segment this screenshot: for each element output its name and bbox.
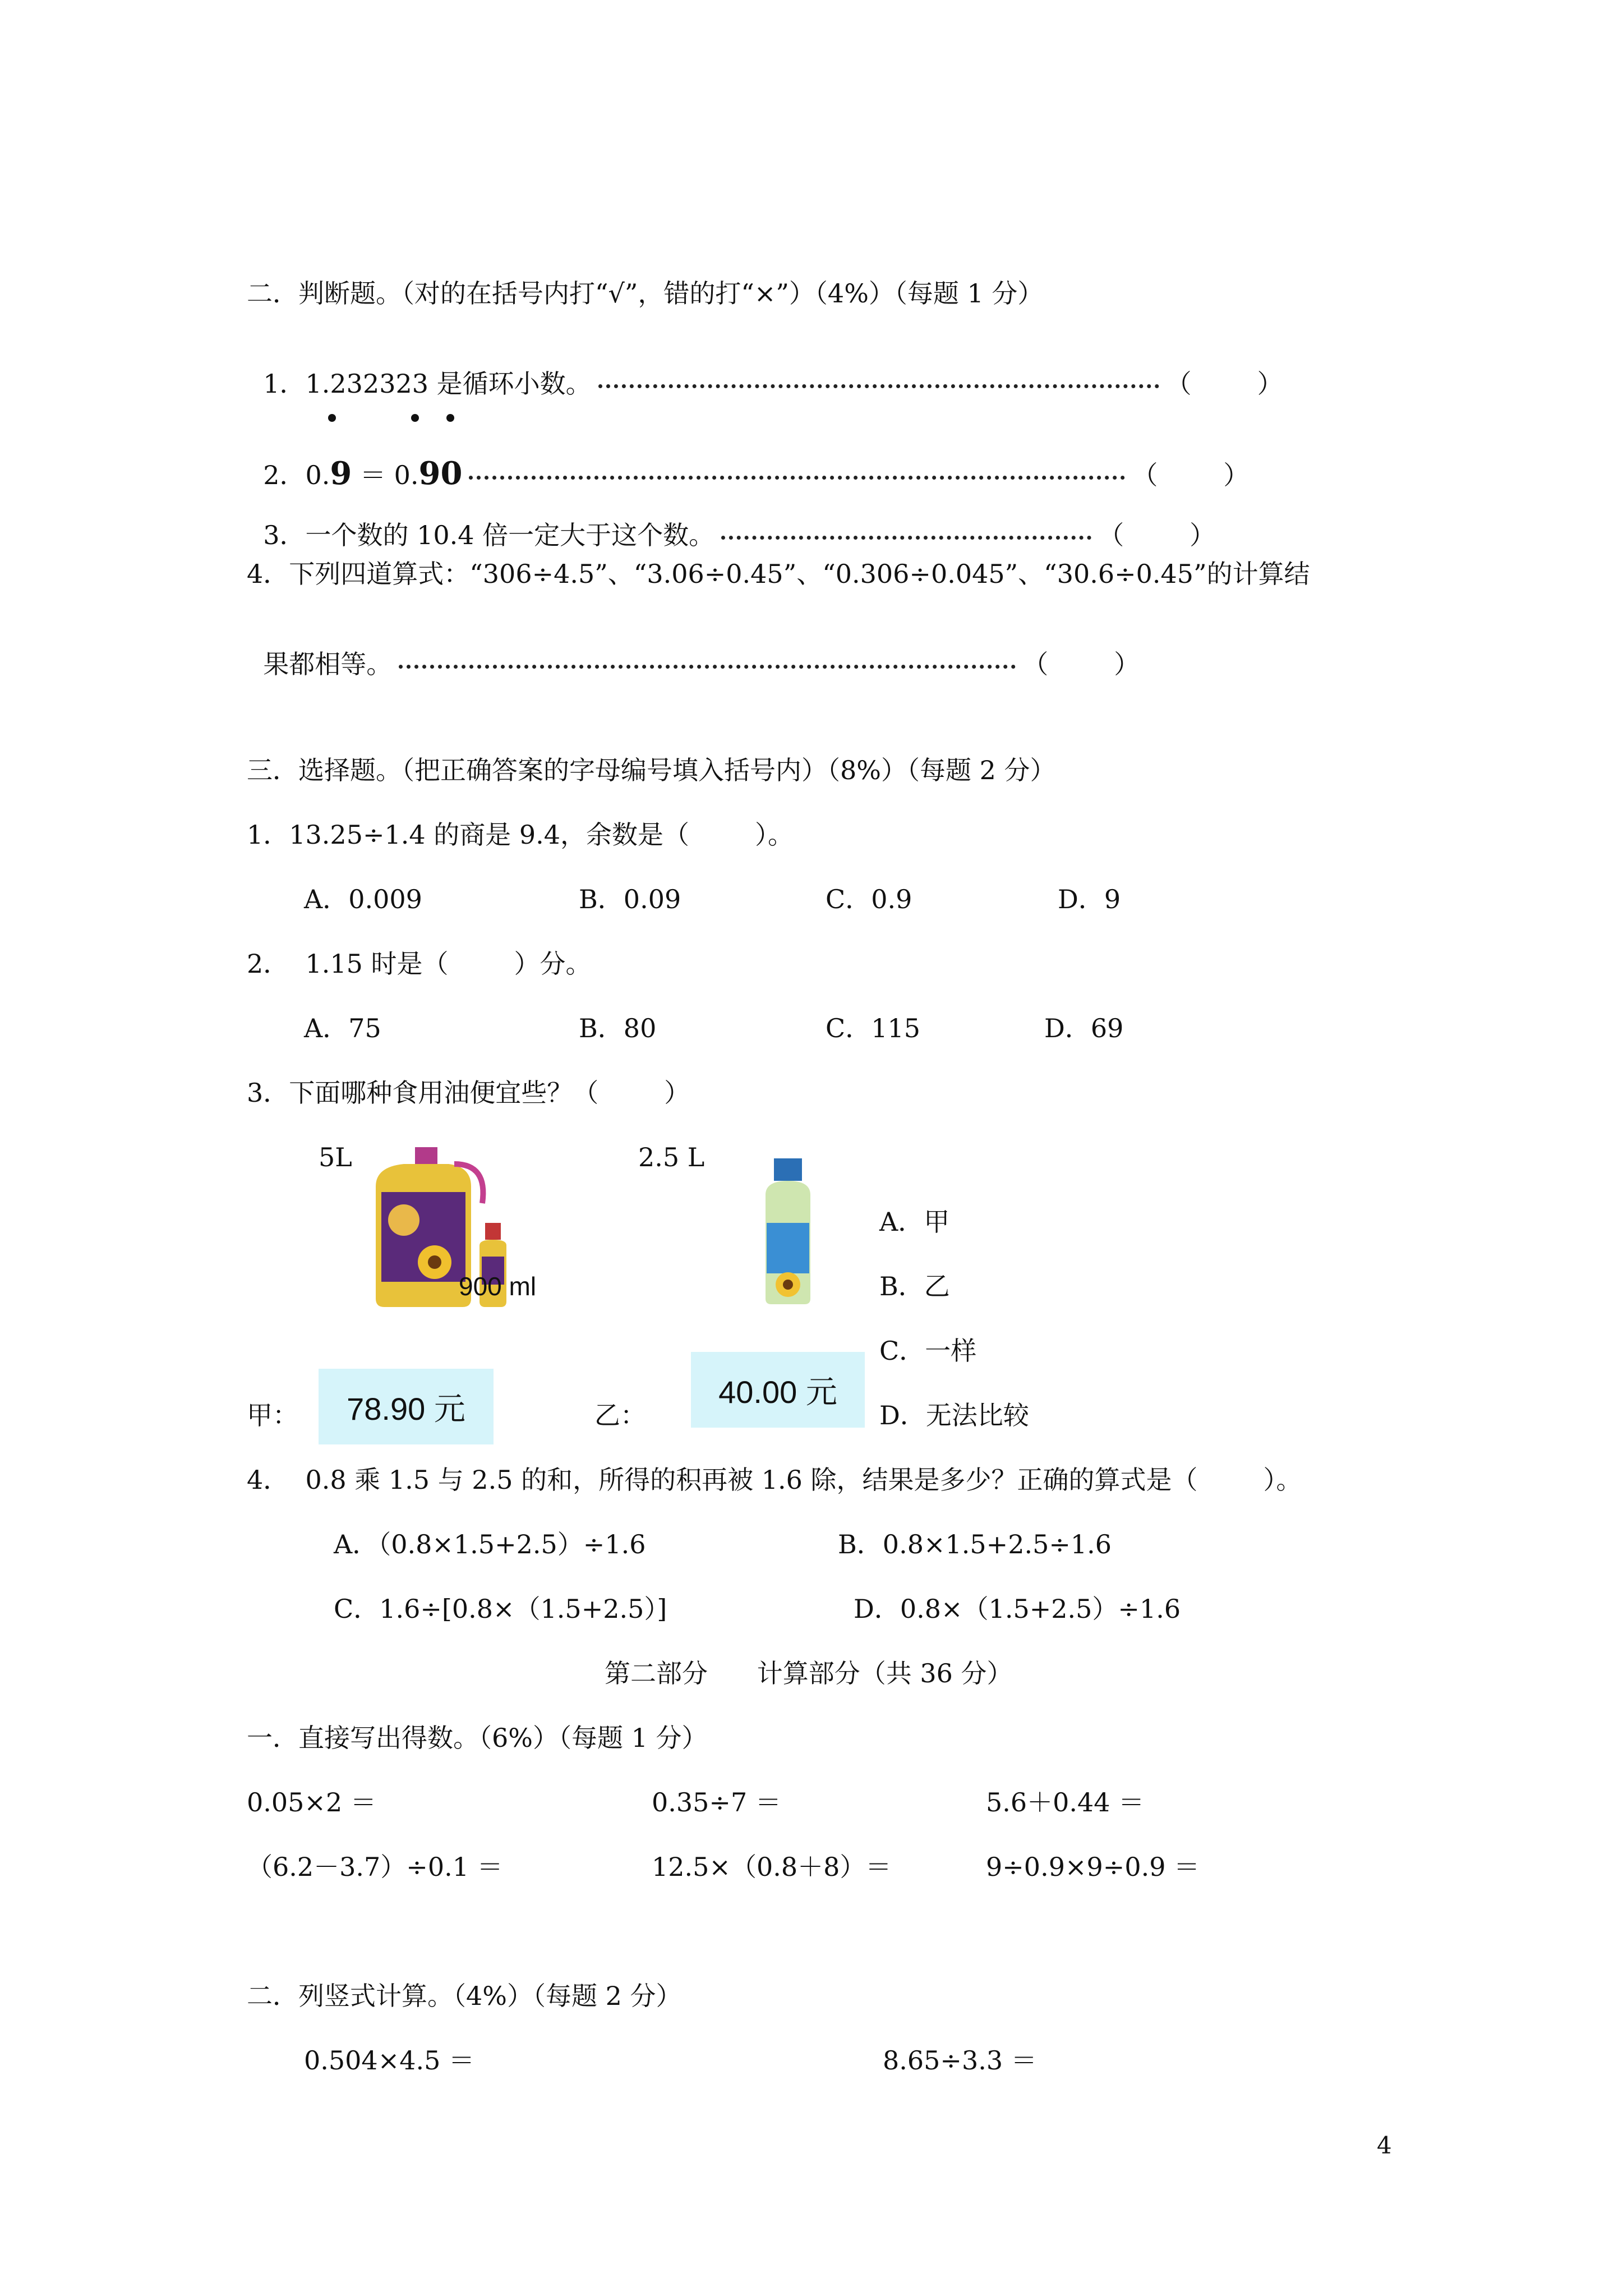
dotted-leader xyxy=(598,384,1159,388)
recurring-dot xyxy=(328,414,336,422)
dotted-leader xyxy=(721,536,1091,540)
judge-q1 xyxy=(247,345,1283,397)
answer-bracket[interactable]: （ ） xyxy=(1022,649,1140,679)
option-a[interactable]: A．甲 xyxy=(879,1207,950,1237)
judge-q2-mid: ＝ 0. xyxy=(352,460,419,490)
price-tag-b: 40.00 元 xyxy=(691,1352,865,1428)
direct-item: 5.6＋0.44 ＝ xyxy=(986,1787,1145,1818)
direct-item: 0.05×2 ＝ xyxy=(247,1787,376,1818)
option-b[interactable]: B．乙 xyxy=(879,1271,950,1301)
answer-bracket[interactable]: （ ） xyxy=(1165,369,1283,399)
dotted-leader xyxy=(469,476,1125,480)
vertical-item: 8.65÷3.3 ＝ xyxy=(883,2045,1037,2076)
part2-title: 第二部分 计算部分（共 36 分） xyxy=(605,1658,1013,1688)
direct-heading: 一．直接写出得数。（6%）（每题 1 分） xyxy=(247,1723,708,1753)
direct-item: （6.2－3.7）÷0.1 ＝ xyxy=(247,1852,503,1882)
choice-q4: 4． 0.8 乘 1.5 与 2.5 的和，所得的积再被 1.6 除，结果是多少？正确的算式是（ ）。 xyxy=(247,1465,1302,1495)
recurring-digit: 9 xyxy=(330,455,352,492)
vertical-item: 0.504×4.5 ＝ xyxy=(304,2045,475,2076)
option-d[interactable]: D．0.8×（1.5+2.5）÷1.6 xyxy=(854,1594,1181,1624)
option-a[interactable]: A．0.009 xyxy=(304,884,422,914)
option-b[interactable]: B．0.8×1.5+2.5÷1.6 xyxy=(838,1529,1112,1559)
option-c[interactable]: C．115 xyxy=(826,1013,920,1043)
option-a[interactable]: A．（0.8×1.5+2.5）÷1.6 xyxy=(334,1529,646,1559)
recurring-dot xyxy=(446,414,454,422)
judge-q2-prefix: 2．0. xyxy=(263,460,330,490)
volume-label-b: 2.5 L xyxy=(638,1142,705,1172)
option-c[interactable]: C．一样 xyxy=(879,1336,977,1366)
vertical-heading: 二．列竖式计算。（4%）（每题 2 分） xyxy=(247,1981,682,2011)
dotted-leader xyxy=(399,665,1016,669)
recurring-digit: 9 xyxy=(418,455,441,492)
judge-q1-text: 1．1.232323 是循环小数。 xyxy=(263,369,592,399)
choice-heading: 三．选择题。（把正确答案的字母编号填入括号内）（8%）（每题 2 分） xyxy=(247,755,1056,785)
price-tag-a: 78.90 元 xyxy=(319,1369,494,1444)
label-yi: 乙： xyxy=(594,1400,646,1430)
answer-bracket[interactable]: （ ） xyxy=(1132,460,1249,490)
recurring-digit: 0 xyxy=(440,455,463,492)
judge-q2 xyxy=(247,432,1249,492)
label-jia: 甲： xyxy=(247,1400,298,1430)
judge-q3 xyxy=(247,496,1215,548)
recurring-dot xyxy=(411,414,419,422)
page-number: 4 xyxy=(1377,2132,1392,2159)
option-c[interactable]: C．0.9 xyxy=(826,884,912,914)
oil-bottle-b-image xyxy=(754,1156,822,1307)
answer-bracket[interactable]: （ ） xyxy=(1098,520,1216,550)
option-d[interactable]: D．9 xyxy=(1058,884,1121,914)
option-a[interactable]: A．75 xyxy=(304,1013,381,1043)
judge-q3-text: 3．一个数的 10.4 倍一定大于这个数。 xyxy=(263,520,715,550)
direct-item: 9÷0.9×9÷0.9 ＝ xyxy=(986,1852,1200,1882)
option-b[interactable]: B．80 xyxy=(579,1013,657,1043)
judge-heading: 二．判断题。（对的在括号内打“√”，错的打“×”）（4%）（每题 1 分） xyxy=(247,278,1044,309)
option-d[interactable]: D．69 xyxy=(1044,1013,1124,1043)
direct-item: 12.5×（0.8＋8）＝ xyxy=(652,1852,892,1882)
choice-q3: 3．下面哪种食用油便宜些？（ ） xyxy=(247,1078,690,1108)
volume-label-a: 5L xyxy=(319,1142,352,1172)
judge-q4-line1: 4．下列四道算式：“306÷4.5”、“3.06÷0.45”、“0.306÷0.045”、“30.6÷0.45”的计算结 xyxy=(247,559,1310,589)
judge-q4-line2 xyxy=(247,625,1140,677)
judge-q4-text: 果都相等。 xyxy=(263,649,393,679)
small-bottle-volume: 900 ml xyxy=(459,1272,537,1301)
direct-item: 0.35÷7 ＝ xyxy=(652,1787,781,1818)
choice-q2: 2． 1.15 时是（ ）分。 xyxy=(247,949,592,979)
option-b[interactable]: B．0.09 xyxy=(579,884,681,914)
option-c[interactable]: C．1.6÷[0.8×（1.5+2.5）] xyxy=(334,1594,667,1624)
choice-q1: 1．13.25÷1.4 的商是 9.4，余数是（ ）。 xyxy=(247,820,794,850)
option-d[interactable]: D．无法比较 xyxy=(879,1400,1029,1430)
